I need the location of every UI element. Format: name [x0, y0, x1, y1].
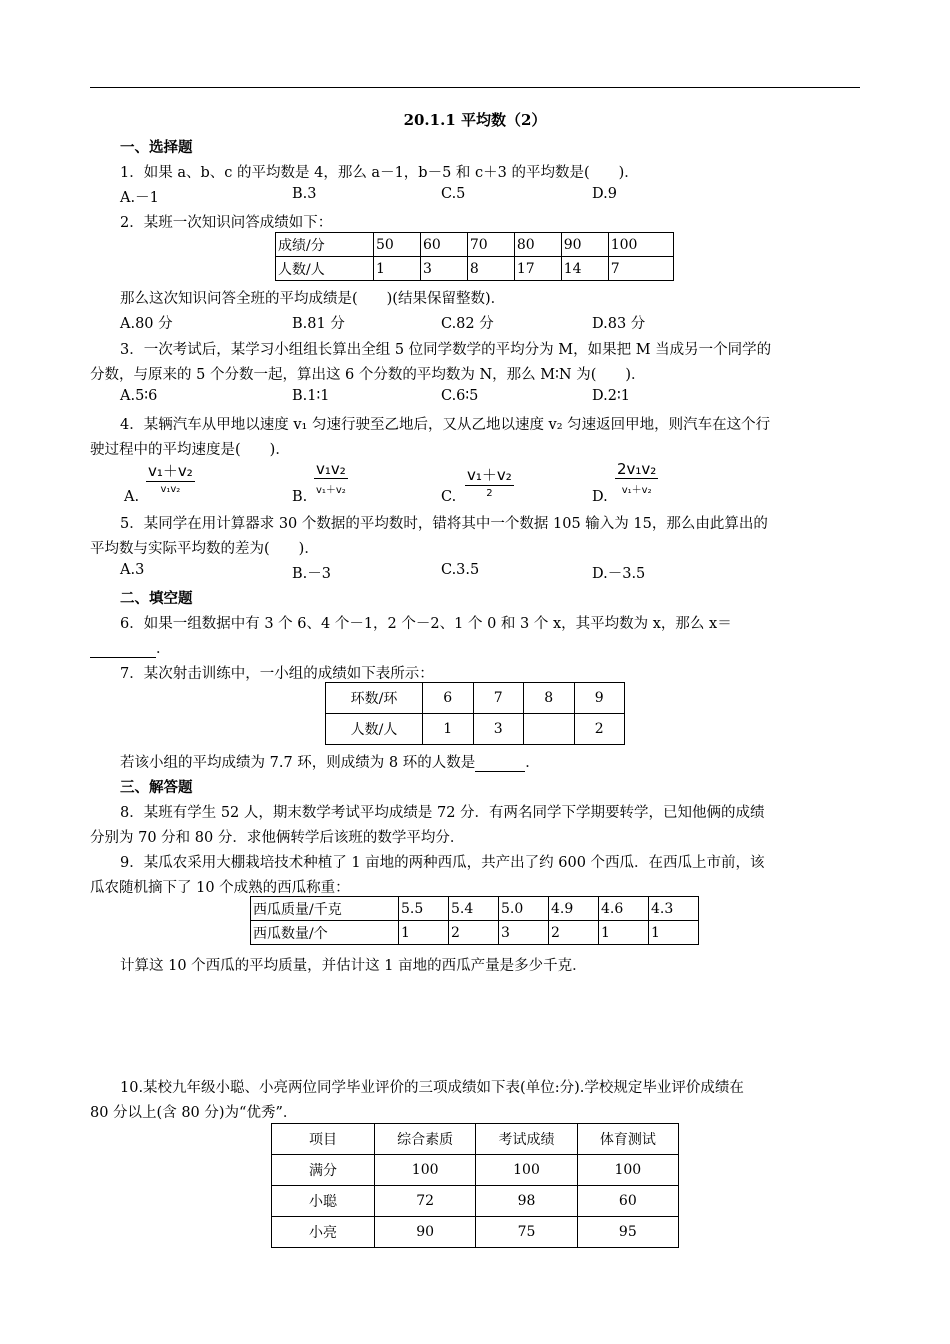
- header-rule: [90, 87, 860, 88]
- fraction-numerator: 2v₁v₂: [617, 460, 657, 478]
- question-4-line2: 驶过程中的平均速度是( )．: [90, 442, 290, 458]
- table-cell: 满分: [272, 1155, 375, 1186]
- option-b: B.－3: [292, 566, 331, 582]
- table-cell: 1: [423, 714, 474, 745]
- table-cell: 西瓜数量/个: [251, 921, 399, 945]
- question-7-after-text: 若该小组的平均成绩为 7.7 环，则成绩为 8 环的人数是: [120, 755, 476, 771]
- question-8-line1: 8．某班有学生 52 人，期末数学考试平均成绩是 72 分．有两名同学下学期要转学，已知他俩的成绩: [120, 805, 765, 821]
- table-cell: 4.9: [549, 897, 599, 921]
- fraction-denominator: v₁v₂: [160, 484, 181, 495]
- table-row: [272, 1186, 679, 1217]
- table-cell: 4.3: [649, 897, 699, 921]
- option-d-label: D.: [592, 489, 608, 505]
- table-cell: 综合素质: [375, 1124, 476, 1155]
- table-cell: 14: [561, 257, 608, 281]
- table-cell: 1: [399, 921, 449, 945]
- score-table: [275, 232, 674, 281]
- fraction-denominator: 2: [486, 488, 493, 499]
- table-row: [326, 683, 625, 714]
- table-cell: 5.4: [449, 897, 499, 921]
- table-cell: 3: [499, 921, 549, 945]
- table-row: [251, 897, 699, 921]
- table-cell: 9: [574, 683, 625, 714]
- question-10-line1: 10.某校九年级小聪、小亮两位同学毕业评价的三项成绩如下表(单位:分).学校规定毕业评价成绩在: [120, 1080, 744, 1096]
- section-heading-fill: 二、填空题: [120, 590, 193, 607]
- table-cell: 成绩/分: [276, 233, 374, 257]
- option-a: A.5∶6: [120, 388, 158, 404]
- answer-blank: [90, 641, 156, 658]
- table-cell: 6: [423, 683, 474, 714]
- option-d: D.9: [592, 186, 617, 202]
- question-3-line1: 3．一次考试后，某学习小组组长算出全组 5 位同学数学的平均分为 M，如果把 M 当成另一个同学的: [120, 342, 772, 358]
- option-b-label: B.: [292, 489, 308, 505]
- option-d: D.－3.5: [592, 566, 646, 582]
- table-cell: 1: [599, 921, 649, 945]
- watermelon-table: [250, 896, 699, 945]
- evaluation-table: [271, 1123, 679, 1248]
- option-b: B.1∶1: [292, 388, 330, 404]
- option-c: C.5: [441, 186, 466, 202]
- page-title: 20.1.1 平均数（2）: [403, 111, 547, 129]
- fraction-denominator: v₁＋v₂: [315, 485, 346, 496]
- option-a: A.－1: [120, 190, 159, 206]
- fraction-numerator: v₁v₂: [316, 460, 346, 478]
- table-cell: 3: [473, 714, 524, 745]
- table-cell: 7: [608, 257, 673, 281]
- question-4-line1: 4．某辆汽车从甲地以速度 v₁ 匀速行驶至乙地后，又从乙地以速度 v₂ 匀速返回甲地，则汽车在这个行: [120, 417, 771, 433]
- table-cell: 75: [476, 1217, 577, 1248]
- option-d: D.2∶1: [592, 388, 630, 404]
- table-cell: 60: [420, 233, 467, 257]
- table-cell: 100: [476, 1155, 577, 1186]
- table-row: [272, 1217, 679, 1248]
- table-cell: 60: [577, 1186, 678, 1217]
- option-c: C.3.5: [441, 562, 480, 578]
- table-row: [276, 233, 674, 257]
- option-b: B.81 分: [292, 316, 345, 332]
- table-cell: 2: [574, 714, 625, 745]
- question-10-line2: 80 分以上(含 80 分)为“优秀”．: [90, 1105, 298, 1121]
- table-cell: 2: [449, 921, 499, 945]
- fraction-numerator: v₁＋v₂: [467, 466, 512, 484]
- option-c: C.6∶5: [441, 388, 479, 404]
- option-b: B.3: [292, 186, 317, 202]
- question-3-line2: 分数，与原来的 5 个分数一起，算出这 6 个分数的平均数为 N，那么 M∶N 为( )．: [90, 367, 646, 383]
- table-cell: 8: [467, 257, 514, 281]
- table-cell: 95: [577, 1217, 678, 1248]
- table-cell: 100: [577, 1155, 678, 1186]
- table-cell: 5.5: [399, 897, 449, 921]
- fraction-numerator: v₁＋v₂: [148, 462, 193, 480]
- table-cell: 1: [649, 921, 699, 945]
- table-cell: 项目: [272, 1124, 375, 1155]
- question-6-line1: 6．如果一组数据中有 3 个 6、4 个－1，2 个－2、1 个 0 和 3 个 x，其平均数为 x，那么 x＝: [120, 616, 732, 632]
- table-cell: 80: [514, 233, 561, 257]
- table-cell: 70: [467, 233, 514, 257]
- table-cell: 人数/人: [326, 714, 423, 745]
- question-2-after: 那么这次知识问答全班的平均成绩是( )(结果保留整数)．: [120, 291, 506, 307]
- fraction-c: [465, 464, 514, 499]
- question-7-after: [120, 751, 540, 772]
- option-c: C.82 分: [441, 316, 494, 332]
- table-cell: 小聪: [272, 1186, 375, 1217]
- table-cell: 人数/人: [276, 257, 374, 281]
- answer-blank: [475, 755, 525, 772]
- table-cell: 72: [375, 1186, 476, 1217]
- table-row: [272, 1124, 679, 1155]
- question-9-line1: 9．某瓜农采用大棚栽培技术种植了 1 亩地的两种西瓜，共产出了约 600 个西瓜．在西瓜上市前，该: [120, 855, 765, 871]
- question-5-line1: 5．某同学在用计算器求 30 个数据的平均数时，错将其中一个数据 105 输入为 15，那么由此算出的: [120, 516, 768, 532]
- table-cell: 环数/环: [326, 683, 423, 714]
- question-5-line2: 平均数与实际平均数的差为( )．: [90, 541, 319, 557]
- table-cell: 3: [420, 257, 467, 281]
- period: ．: [156, 641, 171, 657]
- question-2-stem: 2．某班一次知识问答成绩如下：: [120, 215, 333, 231]
- option-d: D.83 分: [592, 316, 646, 332]
- table-row: [251, 921, 699, 945]
- table-cell: 100: [608, 233, 673, 257]
- shooting-table: [325, 682, 625, 745]
- table-cell: [524, 714, 575, 745]
- table-cell: 90: [375, 1217, 476, 1248]
- question-9-line2: 瓜农随机摘下了 10 个成熟的西瓜称重：: [90, 880, 350, 896]
- table-cell: 90: [561, 233, 608, 257]
- table-cell: 50: [374, 233, 421, 257]
- table-cell: 8: [524, 683, 575, 714]
- table-row: [326, 714, 625, 745]
- table-cell: 1: [374, 257, 421, 281]
- table-cell: 17: [514, 257, 561, 281]
- fraction-d: [615, 460, 658, 496]
- table-cell: 考试成绩: [476, 1124, 577, 1155]
- section-heading-answer: 三、解答题: [120, 779, 193, 796]
- option-a: A.80 分: [120, 316, 173, 332]
- question-1-stem: 1．如果 a、b、c 的平均数是 4，那么 a－1，b－5 和 c＋3 的平均数是( )．: [120, 165, 639, 181]
- option-c-label: C.: [441, 489, 457, 505]
- table-cell: 7: [473, 683, 524, 714]
- table-cell: 体育测试: [577, 1124, 678, 1155]
- table-cell: 5.0: [499, 897, 549, 921]
- table-cell: 98: [476, 1186, 577, 1217]
- table-row: [276, 257, 674, 281]
- table-cell: 2: [549, 921, 599, 945]
- fraction-b: [314, 460, 348, 496]
- table-cell: 西瓜质量/千克: [251, 897, 399, 921]
- table-cell: 4.6: [599, 897, 649, 921]
- question-6-line2: [90, 637, 171, 658]
- option-a-label: A.: [124, 489, 140, 505]
- period: ．: [525, 755, 540, 771]
- section-heading-choice: 一、选择题: [120, 139, 193, 156]
- table-cell: 小亮: [272, 1217, 375, 1248]
- question-8-line2: 分别为 70 分和 80 分．求他俩转学后该班的数学平均分．: [90, 830, 465, 846]
- question-9-after: 计算这 10 个西瓜的平均质量，并估计这 1 亩地的西瓜产量是多少千克．: [120, 958, 587, 974]
- fraction-a: [146, 460, 195, 495]
- table-cell: 100: [375, 1155, 476, 1186]
- option-a: A.3: [120, 562, 145, 578]
- table-row: [272, 1155, 679, 1186]
- fraction-denominator: v₁＋v₂: [621, 485, 652, 496]
- question-7-stem: 7．某次射击训练中，一小组的成绩如下表所示：: [120, 666, 434, 682]
